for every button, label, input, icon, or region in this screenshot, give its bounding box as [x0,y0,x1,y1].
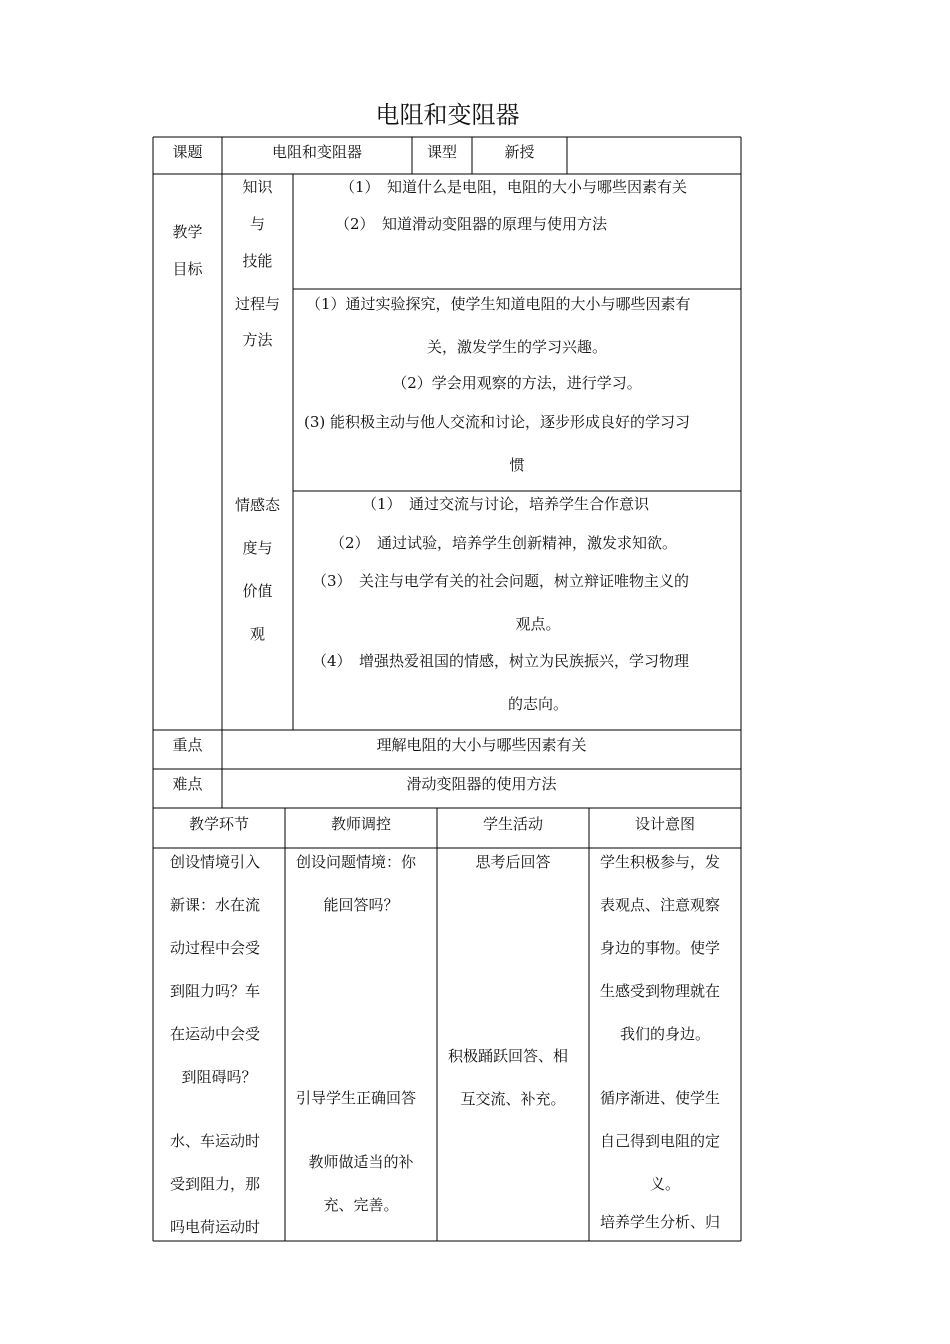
col4-line: 循序渐进、使学生 [600,1089,721,1107]
col-header: 设计意图 [634,815,695,833]
page-title: 电阻和变阻器 [375,101,520,129]
emotion-line: （4） 增强热爱祖国的情感，树立为民族振兴，学习物理 [312,652,690,670]
difficulty-value: 滑动变阻器的使用方法 [406,775,557,793]
col4-line: 身边的事物。使学 [600,939,721,957]
col-header: 学生活动 [482,815,543,833]
knowledge-label-3: 技能 [242,252,273,270]
col2-line: 教师做适当的补 [308,1153,414,1171]
col4-line: 表观点、注意观察 [600,896,721,914]
col4-line: 培养学生分析、归 [600,1213,721,1231]
col1-line: 在运动中会受 [170,1025,261,1043]
difficulty-label: 难点 [172,775,203,793]
col1-line: 受到阻力，那 [170,1175,261,1193]
process-line: 惯 [509,456,525,474]
col3-line: 互交流、补充。 [460,1090,566,1108]
emotion-label-1: 情感态 [234,496,280,514]
emotion-label-2: 度与 [242,539,273,557]
process-line: （2）学会用观察的方法，进行学习。 [392,374,642,392]
process-line: 关，激发学生的学习兴趣。 [426,338,607,356]
topic-label: 课题 [172,143,203,161]
col2-line: 能回答吗？ [323,896,399,914]
topic-value: 电阻和变阻器 [271,143,362,161]
process-label-2: 方法 [242,331,273,349]
emotion-label-4: 观 [249,625,265,643]
objectives-label-1: 教学 [172,223,203,241]
col4-line: 自己得到电阻的定 [600,1132,721,1150]
col1-line: 吗电荷运动时 [170,1218,261,1236]
col1-line: 水、车运动时 [170,1132,261,1150]
col1-line: 动过程中会受 [170,939,261,957]
col3-line: 思考后回答 [475,853,551,871]
col-header: 教师调控 [330,815,391,833]
col4-line: 义。 [649,1175,680,1193]
col2-line: 创设问题情境：你 [296,853,417,871]
process-line: （1）通过实验探究，使学生知道电阻的大小与哪些因素有 [306,295,691,313]
col4-line: 生感受到物理就在 [600,982,721,1000]
col2-line: 引导学生正确回答 [296,1089,417,1107]
col2-line: 充、完善。 [323,1196,399,1214]
process-label-1: 过程与 [234,295,280,313]
col4-line: 学生积极参与，发 [600,853,721,871]
knowledge-line: （2） 知道滑动变阻器的原理与使用方法 [335,215,608,233]
knowledge-line: （1） 知道什么是电阻，电阻的大小与哪些因素有关 [340,178,688,196]
col-header: 教学环节 [188,815,249,833]
col4-line: 我们的身边。 [619,1025,710,1043]
col1-line: 新课：水在流 [170,896,261,914]
type-label: 课型 [426,143,457,161]
col1-line: 到阻力吗？车 [170,982,261,1000]
objectives-label-2: 目标 [172,260,203,278]
knowledge-label-1: 知识 [242,178,273,196]
emotion-label-3: 价值 [242,582,273,600]
emotion-line: 观点。 [515,615,561,633]
key-point-label: 重点 [172,736,203,754]
process-line: (3) 能积极主动与他人交流和讨论，逐步形成良好的学习习 [304,413,691,431]
type-value: 新授 [504,143,535,161]
col3-line: 积极踊跃回答、相 [448,1047,569,1065]
emotion-line: 的志向。 [507,695,568,713]
emotion-line: （2） 通过试验，培养学生创新精神，激发求知欲。 [330,534,678,552]
knowledge-label-2: 与 [249,215,265,233]
col1-line: 到阻碍吗？ [181,1068,257,1086]
key-point-value: 理解电阻的大小与哪些因素有关 [376,736,587,754]
col1-line: 创设情境引入 [170,853,261,871]
emotion-line: （1） 通过交流与讨论，培养学生合作意识 [362,495,650,513]
emotion-line: （3） 关注与电学有关的社会问题，树立辩证唯物主义的 [312,572,690,590]
